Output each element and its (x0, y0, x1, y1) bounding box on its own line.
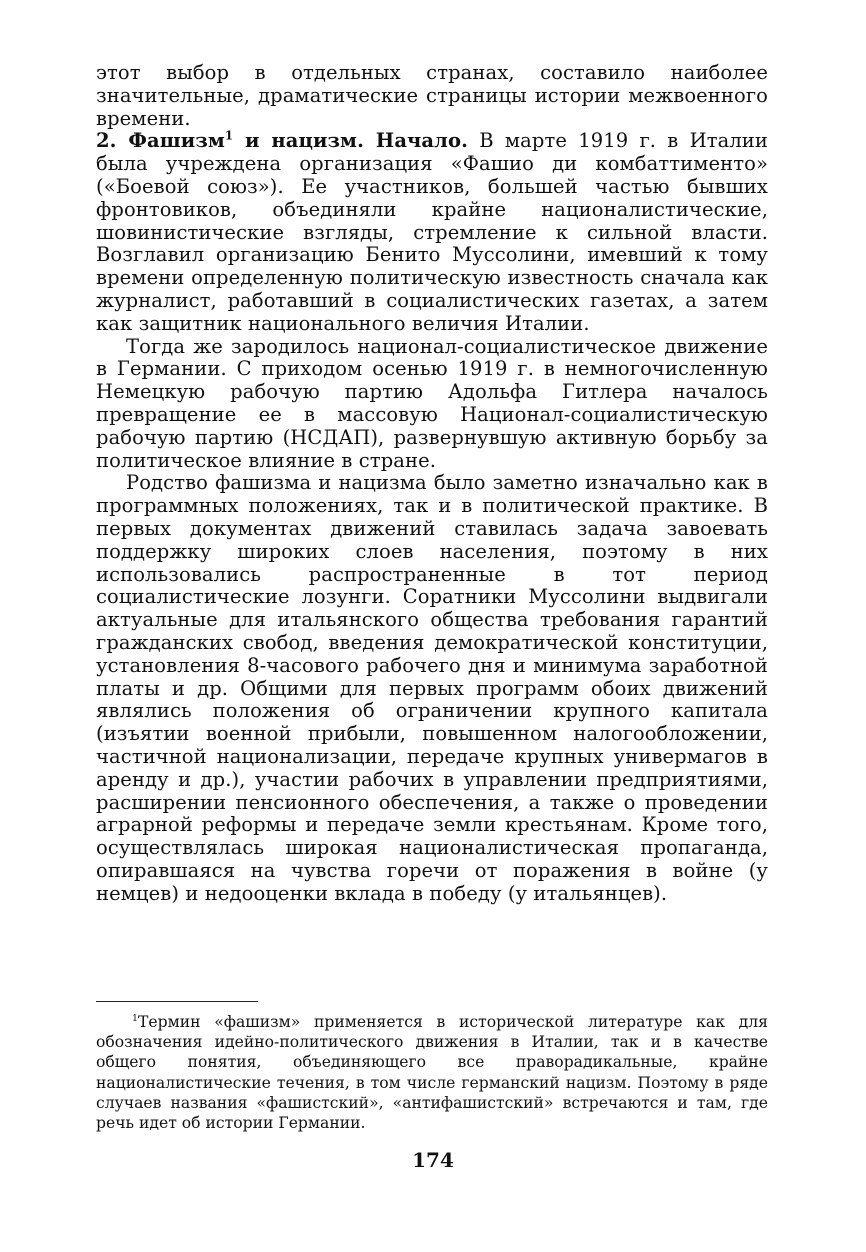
footnote-divider (96, 1001, 258, 1002)
section-heading-word: Фашизм (128, 129, 225, 153)
footnote-mark: 1 (132, 1012, 138, 1024)
page-number: 174 (412, 1148, 454, 1172)
section-heading-number: 2. (96, 129, 117, 153)
main-text-column (96, 62, 768, 905)
section-2-paragraph (96, 130, 768, 335)
paragraph-germany-nsdap: Тогда же зародилось национал-социалистическое движение в Германии. С приходом осенью 1919 г. в немногочисленную Немецкую рабочую партию Адольфа Гитлера началось превращение ее в массовую Национал-социалистическую рабочую партию (НСДАП), развернувшую активную борьбу за политическое влияние в стране. (96, 334, 768, 472)
section-heading (96, 129, 468, 152)
footnote-text: Термин «фашизм» применяется в исторической литературе как для обозначения идейно-политического движения в Италии, так и в качестве общего понятия, объединяющего все праворадикальные, крайне националистические течения, в том числе германский нацизм. Поэтому в ряде случаев названия «фашистский», «антифашистский» встречаются и там, где речь идет об истории Германии. (96, 1013, 768, 1133)
section-heading-rest: и нацизм. Начало. (244, 129, 469, 153)
footnote (96, 1012, 768, 1133)
section-body-text: В марте 1919 г. в Италии была учреждена организация «Фашио ди комбаттименто» («Боевой союз»). Ее участников, большей частью бывших фронтовиков, объединяли крайне националистические, шовинистические взгляды, стремление к сильной власти. Возглавил организацию Бенито Муссолини, имевший к тому времени определенную политическую известность сначала как журналист, работавший в социалистических газетах, а затем как защитник национального величия Италии. (96, 129, 768, 335)
footnote-reference-mark[interactable]: 1 (224, 128, 234, 143)
intro-continuation-paragraph: этот выбор в отдельных странах, составило наиболее значительные, драматические страницы истории межвоенного времени. (96, 61, 768, 130)
paragraph-fascism-nazism-kinship: Родство фашизма и нацизма было заметно изначально как в программных положениях, так и в политической практике. В первых документах движений ставилась задача завоевать поддержку широких слоев населения, поэтому в них использовались распространенные в тот период социалистические лозунги. Соратники Муссолини выдвигали актуальные для итальянского общества требования гарантий гражданских свобод, введения демократической конституции, установления 8-часового рабочего дня и минимума заработной платы и др. Общими для первых программ обоих движений являлись положения об ограничении крупного капитала (изъятии военной прибыли, повышенном налогообложении, частичной национализации, передаче крупных универмагов в аренду и др.), участии рабочих в управлении предприятиями, расширении пенсионного обеспечения, а также о проведении аграрной реформы и передаче земли крестьянам. Кроме того, осуществлялась широкая националистическая пропаганда, опиравшаяся на чувства горечи от поражения в войне (у немцев) и недооценки вклада в победу (у итальянцев). (96, 471, 768, 905)
